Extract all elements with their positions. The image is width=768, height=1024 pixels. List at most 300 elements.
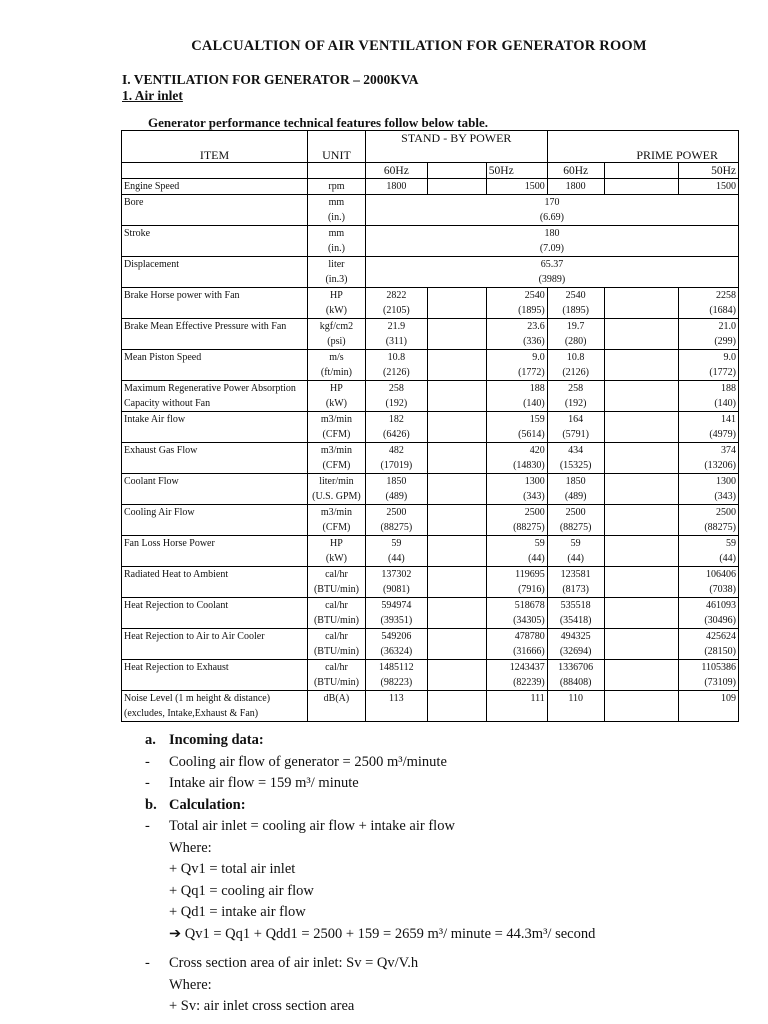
- value-line: (2105): [383, 305, 410, 316]
- unit-line: dB(A): [323, 693, 350, 704]
- incoming-data-heading: [145, 730, 745, 752]
- dash-marker: -: [145, 753, 150, 770]
- header-standby-power: [365, 131, 547, 163]
- value-line: (192): [385, 398, 408, 409]
- table-row: [122, 288, 739, 319]
- value-line: 188: [529, 383, 545, 394]
- value-line: 10.8: [566, 352, 585, 363]
- value-cell: [365, 179, 427, 195]
- row-unit: [308, 474, 366, 505]
- value-line: (17019): [380, 460, 413, 471]
- value-line: 2258: [716, 290, 736, 301]
- value-cell: [365, 319, 427, 350]
- value-line: 164: [568, 414, 584, 425]
- value-line: 1800: [386, 181, 407, 192]
- value-line: 1485112: [379, 662, 414, 673]
- value-line: 2500: [716, 507, 736, 518]
- value-cell: [486, 179, 547, 195]
- value-line: 535518: [560, 600, 591, 611]
- hz-standby-60: 60Hz: [365, 163, 427, 179]
- row-unit: [308, 536, 366, 567]
- value-line: 1850: [565, 476, 586, 487]
- value-line: 478780: [514, 631, 545, 642]
- value-cell: [604, 505, 678, 536]
- row-item-label: Bore: [122, 195, 308, 226]
- qv1-definition: + Qv1 = total air inlet: [169, 861, 296, 877]
- value-line: 434: [568, 445, 584, 456]
- value-cell: [678, 319, 738, 350]
- calculation-title: Calculation:: [169, 796, 246, 813]
- value-line: (7916): [518, 584, 545, 595]
- value-line: (44): [567, 553, 584, 564]
- value-cell: [427, 629, 486, 660]
- value-line: (1772): [709, 367, 736, 378]
- value-cell: [427, 691, 486, 722]
- value-cell: [678, 412, 738, 443]
- value-cell: [547, 505, 604, 536]
- row-unit: [308, 660, 366, 691]
- value-line: (343): [714, 491, 736, 502]
- value-cell: [604, 567, 678, 598]
- value-line: 2540: [524, 290, 545, 301]
- value-line: 1105386: [701, 662, 736, 673]
- row-item-label: Mean Piston Speed: [122, 350, 308, 381]
- value-cell: [547, 598, 604, 629]
- table-row: [122, 505, 739, 536]
- unit-line: HP: [330, 538, 343, 549]
- intake-air-text: Intake air flow = 159 m³/ minute: [169, 775, 359, 791]
- table-row: [122, 567, 739, 598]
- value-line: (8173): [562, 584, 589, 595]
- dash-marker: -: [145, 955, 150, 971]
- unit-line: (kW): [325, 398, 347, 409]
- value-line: (2126): [562, 367, 589, 378]
- table-row: [122, 660, 739, 691]
- value-cell: [427, 660, 486, 691]
- row-unit: [308, 195, 366, 226]
- value-line: (30496): [704, 615, 736, 626]
- value-line: 110: [568, 693, 583, 704]
- section-heading: I. VENTILATION FOR GENERATOR – 2000KVA: [122, 72, 419, 87]
- unit-line: liter: [328, 259, 345, 270]
- value-cell: [365, 474, 427, 505]
- value-line: 109: [721, 693, 736, 704]
- unit-line: m3/min: [320, 414, 352, 425]
- table-row: [122, 179, 739, 195]
- value-line: 21.0: [718, 321, 736, 332]
- value-line: 123581: [560, 569, 591, 580]
- value-line: 159: [529, 414, 545, 425]
- value-cell: [365, 629, 427, 660]
- value-cell: [678, 350, 738, 381]
- value-cell: [604, 443, 678, 474]
- value-line: 59: [570, 538, 581, 549]
- value-line: (15325): [559, 460, 592, 471]
- cross-section-text: Cross section area of air inlet: Sv = Qv/V.h: [169, 955, 419, 971]
- unit-line: kgf/cm2: [319, 321, 354, 332]
- value-cell: [604, 536, 678, 567]
- merged-value: [365, 195, 738, 226]
- value-cell: [427, 443, 486, 474]
- value-cell: [486, 567, 547, 598]
- sv-definition: + Sv: air inlet cross section area: [169, 998, 355, 1014]
- value-line: (5614): [518, 429, 545, 440]
- value-line: (98223): [380, 677, 413, 688]
- cross-section-line: [145, 953, 745, 975]
- value-cell: [604, 319, 678, 350]
- subsection-heading: 1. Air inlet: [122, 88, 183, 103]
- header-standby-line2: POWER: [469, 131, 512, 145]
- value-line: 111: [530, 693, 545, 704]
- value-line: (311): [385, 336, 408, 347]
- row-unit: [308, 288, 366, 319]
- table-row: [122, 195, 739, 226]
- value-cell: [427, 598, 486, 629]
- result-line: [145, 924, 745, 946]
- value-cell: [427, 288, 486, 319]
- table-row: [122, 443, 739, 474]
- value-line: (32694): [559, 646, 592, 657]
- value-cell: [365, 412, 427, 443]
- value-line: (73109): [704, 677, 736, 688]
- value-line: 59: [726, 538, 736, 549]
- value-cell: [547, 381, 604, 412]
- value-line: (88275): [559, 522, 592, 533]
- intake-air-line: [145, 773, 745, 795]
- value-line: 170: [544, 197, 560, 208]
- value-line: 2500: [524, 507, 545, 518]
- value-line: (34305): [513, 615, 545, 626]
- value-cell: [486, 412, 547, 443]
- value-line: (5791): [562, 429, 589, 440]
- value-line: 188: [721, 383, 736, 394]
- row-unit: [308, 567, 366, 598]
- value-cell: [547, 474, 604, 505]
- unit-line: (CFM): [322, 429, 351, 440]
- value-line: (140): [714, 398, 736, 409]
- row-unit: [308, 629, 366, 660]
- value-cell: [678, 691, 738, 722]
- value-line: (7.09): [539, 243, 565, 254]
- header-prime-power: PRIME POWER: [547, 131, 738, 163]
- row-unit: [308, 443, 366, 474]
- value-cell: [678, 443, 738, 474]
- item-marker-b: b.: [145, 796, 157, 813]
- value-line: 1336706: [558, 662, 594, 673]
- row-item-label: Fan Loss Horse Power: [122, 536, 308, 567]
- value-line: (192): [564, 398, 587, 409]
- value-cell: [547, 536, 604, 567]
- row-item-label: Noise Level (1 m height & distance) (excludes, Intake,Exhaust & Fan): [122, 691, 308, 722]
- row-item-label: Displacement: [122, 257, 308, 288]
- value-line: 180: [544, 228, 560, 239]
- value-cell: [604, 660, 678, 691]
- unit-line: cal/hr: [325, 631, 348, 642]
- row-item-label: Heat Rejection to Exhaust: [122, 660, 308, 691]
- arrow-icon: ➔: [169, 925, 182, 942]
- value-line: (140): [523, 398, 545, 409]
- value-line: 594974: [381, 600, 412, 611]
- value-line: (31666): [513, 646, 545, 657]
- qd1-definition: + Qd1 = intake air flow: [169, 904, 306, 920]
- value-line: 21.9: [387, 321, 406, 332]
- unit-line: liter/min: [319, 476, 354, 487]
- row-item-label: Stroke: [122, 226, 308, 257]
- row-unit: [308, 412, 366, 443]
- value-cell: [427, 567, 486, 598]
- value-line: 461093: [706, 600, 736, 611]
- unit-line: HP: [330, 290, 343, 301]
- value-line: 106406: [706, 569, 736, 580]
- header-standby-line1: STAND - BY: [401, 131, 467, 145]
- value-cell: [427, 350, 486, 381]
- unit-line: m3/min: [320, 445, 352, 456]
- value-line: 1800: [565, 181, 586, 192]
- row-item-label: Radiated Heat to Ambient: [122, 567, 308, 598]
- value-cell: [486, 536, 547, 567]
- hz-item-blank: [122, 163, 308, 179]
- unit-line: cal/hr: [325, 600, 348, 611]
- value-cell: [604, 179, 678, 195]
- value-cell: [427, 179, 486, 195]
- header-item: ITEM: [122, 131, 308, 163]
- value-line: 494325: [560, 631, 591, 642]
- value-cell: [486, 381, 547, 412]
- value-line: 10.8: [387, 352, 406, 363]
- value-cell: [486, 598, 547, 629]
- frequency-header-row: [122, 163, 739, 179]
- value-cell: [547, 691, 604, 722]
- row-unit: [308, 598, 366, 629]
- unit-line: HP: [330, 383, 343, 394]
- unit-line: m3/min: [320, 507, 352, 518]
- row-item-label: Cooling Air Flow: [122, 505, 308, 536]
- value-line: (44): [528, 553, 545, 564]
- hz-prime-50: 50Hz: [678, 163, 738, 179]
- value-cell: [427, 412, 486, 443]
- table-row: [122, 412, 739, 443]
- value-cell: [547, 412, 604, 443]
- unit-line: (kW): [325, 553, 347, 564]
- row-item-label: Maximum Regenerative Power Absorption Capacity without Fan: [122, 381, 308, 412]
- value-line: 1500: [716, 181, 736, 192]
- value-cell: [604, 691, 678, 722]
- table-caption: Generator performance technical features follow below table.: [148, 115, 488, 130]
- value-line: 2822: [386, 290, 407, 301]
- unit-line: (BTU/min): [313, 615, 359, 626]
- cooling-air-line: [145, 752, 745, 774]
- value-line: (35418): [559, 615, 592, 626]
- value-line: 1300: [524, 476, 545, 487]
- value-cell: [486, 319, 547, 350]
- dash-marker: -: [145, 818, 150, 834]
- calculation-heading: [145, 795, 745, 817]
- value-cell: [365, 288, 427, 319]
- document-title: CALCUALTION OF AIR VENTILATION FOR GENERATOR ROOM: [191, 38, 647, 54]
- value-cell: [604, 412, 678, 443]
- row-item-label: Exhaust Gas Flow: [122, 443, 308, 474]
- row-item-label: Coolant Flow: [122, 474, 308, 505]
- unit-line: cal/hr: [325, 662, 348, 673]
- value-line: (39351): [380, 615, 413, 626]
- value-line: (343): [523, 491, 545, 502]
- incoming-data-title: Incoming data:: [169, 732, 264, 748]
- where-line-2: Where:: [169, 976, 212, 993]
- unit-line: cal/hr: [325, 569, 348, 580]
- hz-prime-blank: [604, 163, 678, 179]
- value-cell: [547, 319, 604, 350]
- row-unit: [308, 226, 366, 257]
- value-line: (44): [388, 553, 405, 564]
- unit-line: m/s: [329, 352, 344, 363]
- value-line: 1500: [524, 181, 545, 192]
- merged-value: [365, 226, 738, 257]
- table-header-row: [122, 131, 739, 163]
- hz-standby-blank: [427, 163, 486, 179]
- unit-line: (CFM): [322, 522, 351, 533]
- unit-line: (BTU/min): [313, 677, 359, 688]
- value-line: 9.0: [723, 352, 736, 363]
- table-row: [122, 598, 739, 629]
- table-body: [122, 179, 739, 722]
- value-line: 482: [388, 445, 404, 456]
- value-cell: [678, 179, 738, 195]
- value-cell: [678, 474, 738, 505]
- unit-line: (CFM): [322, 460, 351, 471]
- value-cell: [678, 381, 738, 412]
- value-cell: [365, 660, 427, 691]
- calculation-notes: [145, 730, 745, 1018]
- value-line: (1684): [709, 305, 736, 316]
- row-unit: [308, 691, 366, 722]
- table-row: [122, 257, 739, 288]
- value-cell: [678, 660, 738, 691]
- unit-line: (in.): [327, 243, 345, 254]
- value-cell: [427, 319, 486, 350]
- value-cell: [486, 660, 547, 691]
- value-line: 182: [388, 414, 404, 425]
- value-line: 1850: [386, 476, 407, 487]
- table-row: [122, 381, 739, 412]
- value-line: 9.0: [532, 352, 545, 363]
- value-line: 119695: [515, 569, 545, 580]
- value-cell: [365, 567, 427, 598]
- value-cell: [547, 288, 604, 319]
- value-cell: [678, 598, 738, 629]
- row-unit: [308, 350, 366, 381]
- value-line: 1243437: [509, 662, 545, 673]
- value-line: 420: [529, 445, 545, 456]
- value-line: 374: [721, 445, 736, 456]
- value-line: (28150): [704, 646, 736, 657]
- value-line: (2126): [383, 367, 410, 378]
- value-cell: [365, 598, 427, 629]
- row-unit: [308, 179, 366, 195]
- unit-line: (psi): [327, 336, 346, 347]
- value-cell: [547, 567, 604, 598]
- value-cell: [547, 350, 604, 381]
- value-line: (88275): [513, 522, 545, 533]
- table-row: [122, 536, 739, 567]
- value-line: (280): [564, 336, 587, 347]
- value-line: 258: [388, 383, 404, 394]
- value-line: 425624: [706, 631, 736, 642]
- value-cell: [678, 567, 738, 598]
- value-line: (82239): [513, 677, 545, 688]
- unit-line: (BTU/min): [313, 584, 359, 595]
- table-row: [122, 691, 739, 722]
- value-line: (1772): [518, 367, 545, 378]
- row-unit: [308, 319, 366, 350]
- unit-line: (U.S. GPM): [312, 491, 361, 502]
- unit-line: (in.): [327, 212, 345, 223]
- value-cell: [365, 536, 427, 567]
- value-line: (3989): [538, 274, 566, 285]
- value-line: 113: [389, 693, 404, 704]
- value-cell: [604, 350, 678, 381]
- value-line: (299): [714, 336, 736, 347]
- value-cell: [427, 505, 486, 536]
- value-line: 518678: [514, 600, 545, 611]
- value-line: 137302: [381, 569, 412, 580]
- value-cell: [365, 443, 427, 474]
- result-text: Qv1 = Qq1 + Qdd1 = 2500 + 159 = 2659 m³/ minute = 44.3m³/ second: [184, 925, 596, 942]
- value-line: (336): [523, 336, 545, 347]
- value-line: 65.37: [540, 259, 564, 270]
- row-unit: [308, 257, 366, 288]
- value-cell: [486, 288, 547, 319]
- value-cell: [604, 288, 678, 319]
- value-cell: [365, 691, 427, 722]
- value-line: 59: [534, 538, 545, 549]
- table-row: [122, 226, 739, 257]
- value-line: (4979): [709, 429, 736, 440]
- value-cell: [604, 474, 678, 505]
- value-cell: [678, 536, 738, 567]
- item-marker-a: a.: [145, 732, 156, 748]
- unit-line: rpm: [328, 181, 345, 192]
- table-row: [122, 629, 739, 660]
- value-cell: [486, 629, 547, 660]
- value-line: 258: [568, 383, 584, 394]
- unit-line: (BTU/min): [313, 646, 359, 657]
- unit-line: (kW): [325, 305, 347, 316]
- value-cell: [365, 350, 427, 381]
- total-air-inlet-line: [145, 816, 745, 838]
- value-line: (6.69): [539, 212, 565, 223]
- value-cell: [427, 381, 486, 412]
- hz-unit-blank: [308, 163, 366, 179]
- unit-line: mm: [328, 228, 345, 239]
- value-line: (36324): [380, 646, 413, 657]
- unit-line: (ft/min): [320, 367, 352, 378]
- value-cell: [427, 474, 486, 505]
- value-cell: [604, 381, 678, 412]
- generator-spec-table: [121, 130, 739, 722]
- value-line: (88275): [704, 522, 736, 533]
- table-row: [122, 350, 739, 381]
- value-line: (6426): [383, 429, 410, 440]
- value-cell: [365, 381, 427, 412]
- dash-marker: -: [145, 775, 150, 791]
- row-unit: [308, 505, 366, 536]
- value-line: (1895): [518, 305, 545, 316]
- value-cell: [486, 443, 547, 474]
- header-unit: UNIT: [308, 131, 366, 163]
- value-line: (14830): [513, 460, 545, 471]
- value-cell: [486, 505, 547, 536]
- value-cell: [547, 179, 604, 195]
